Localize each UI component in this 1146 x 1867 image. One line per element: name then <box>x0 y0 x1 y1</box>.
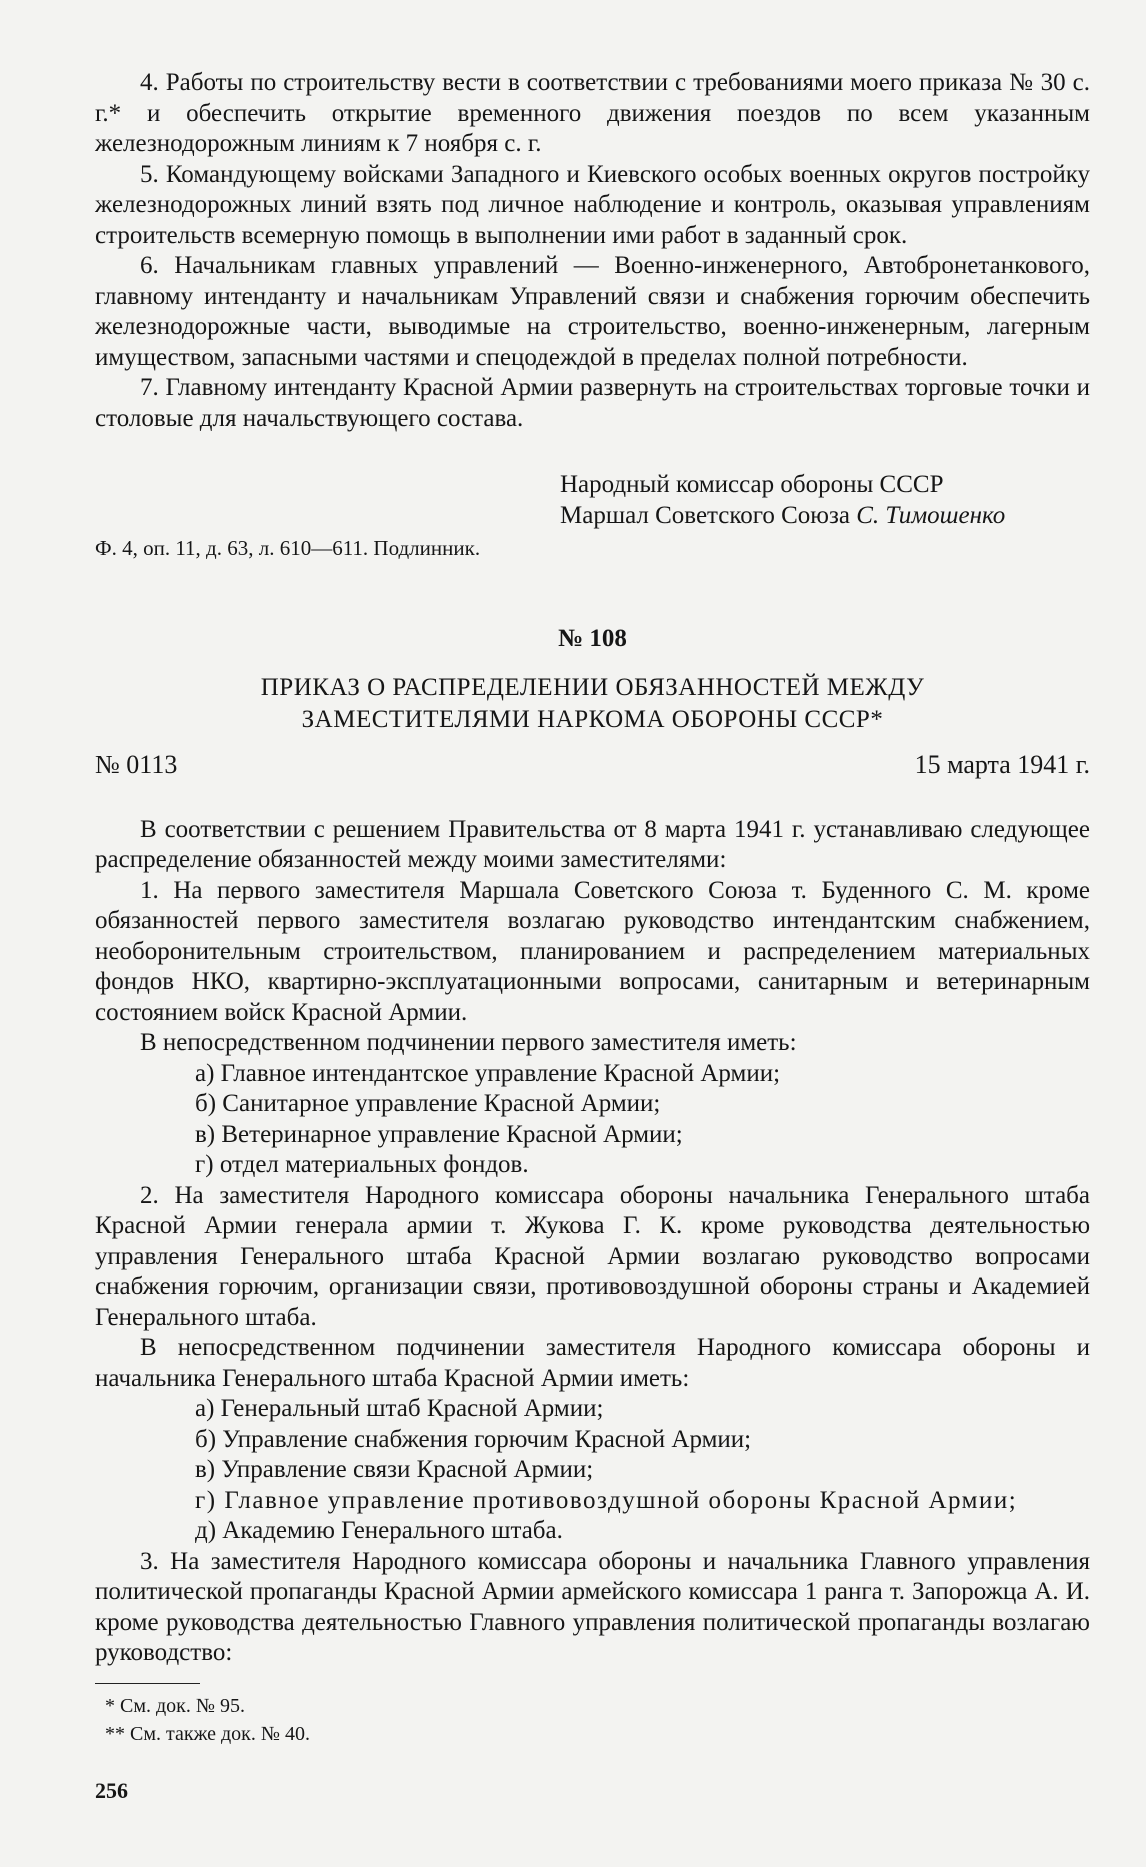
item-2-sub-a: а) Генеральный штаб Красной Армии; <box>195 1395 604 1422</box>
item-1-sub-intro: В непосредственном подчинении первого заместителя иметь: <box>140 1029 797 1056</box>
item-2-sub-d: г) Главное управление противовоздушной обороны Красной Армии; <box>195 1486 1018 1514</box>
item-2-sub-b: б) Управление снабжения горючим Красной Армии; <box>195 1425 752 1453</box>
paragraph-4: 4. Работы по строительству вести в соответствии с требованиями моего приказа № 30 с. г.* и обеспечить открытие временного движения поездов по всем указанным железнодорожным линиям к 7 ноября с. г. <box>95 69 1090 157</box>
signature-name: С. Тимошенко <box>856 501 1006 529</box>
paragraph-5: 5. Командующему войсками Западного и Киевского особых военных округов постройку железнодорожных линий взять под личное наблюдение и контроль, оказывая управлениям строительств всемерную помощь в выполнении ими работ в заданный срок. <box>95 160 1090 249</box>
signature-block <box>560 470 1090 531</box>
item-2: 2. На заместителя Народного комиссара обороны начальника Генерального штаба Красной Армии генерала армии т. Жукова Г. К. кроме руководства деятельностью управления Генерального штаба Красной Армии возлагаю руководство вопросами снабжения горючим, организации связи, противовоздушной обороны страны и Академией Генерального штаба. <box>95 1181 1090 1331</box>
item-1-sub-b: б) Санитарное управление Красной Армии; <box>195 1090 661 1117</box>
paragraph-7: 7. Главному интенданту Красной Армии развернуть на строительствах торговые точки и столовые для начальствующего состава. <box>95 374 1090 432</box>
footnote-2: ** См. также док. № 40. <box>105 1722 310 1745</box>
document-page <box>95 68 1090 1806</box>
document-title-line-1: ПРИКАЗ О РАСПРЕДЕЛЕНИИ ОБЯЗАННОСТЕЙ МЕЖДУ <box>260 674 925 701</box>
document-title-line-2: ЗАМЕСТИТЕЛЯМИ НАРКОМА ОБОРОНЫ СССР* <box>301 706 884 733</box>
signature-rank: Маршал Советского Союза <box>560 501 857 529</box>
item-3: 3. На заместителя Народного комиссара обороны и начальника Главного управления политической пропаганды Красной Армии армейского комиссара 1 ранга т. Запорожца А. И. кроме руководства деятельностью Главного управления политической пропаганды возлагаю руководство: <box>95 1547 1090 1666</box>
item-1-sub-d: г) отдел материальных фондов. <box>195 1151 529 1178</box>
order-number: № 0113 <box>95 750 178 779</box>
footnote-1: * См. док. № 95. <box>105 1694 245 1717</box>
intro-paragraph: В соответствии с решением Правительства от 8 марта 1941 г. устанавливаю следующее распределение обязанностей между моими заместителями: <box>95 815 1090 873</box>
archive-reference: Ф. 4, оп. 11, д. 63, л. 610—611. Подлинник. <box>95 536 481 560</box>
order-line <box>95 750 1090 781</box>
order-date: 15 марта 1941 г. <box>914 750 1090 779</box>
document-number: № 108 <box>558 624 627 652</box>
signature-rank-line <box>560 501 1090 532</box>
item-1-sub-a: а) Главное интендантское управление Красной Армии; <box>195 1059 781 1087</box>
item-2-sub-c: в) Управление связи Красной Армии; <box>195 1456 594 1483</box>
signature-title: Народный комиссар обороны СССР <box>560 471 944 498</box>
document-title <box>95 672 1090 736</box>
page-number: 256 <box>95 1777 128 1803</box>
item-2-sub-intro: В непосредственном подчинении заместителя Народного комиссара обороны и начальника Генерального штаба Красной Армии иметь: <box>95 1334 1090 1392</box>
item-1-sub-c: в) Ветеринарное управление Красной Армии; <box>195 1120 683 1148</box>
item-2-sub-e: д) Академию Генерального штаба. <box>195 1517 563 1544</box>
paragraph-6: 6. Начальникам главных управлений — Военно-инженерного, Автобронетанкового, главному интенданту и начальникам Управлений связи и снабжения горючим обеспечить железнодорожные части, выводимые на строительство, военно-инженерным, лагерным имуществом, запасными частями и спецодеждой в пределах полной потребности. <box>95 252 1090 371</box>
item-1: 1. На первого заместителя Маршала Советского Союза т. Буденного С. М. кроме обязанностей первого заместителя возлагаю руководство интендантским снабжением, необоронительным строительством, планированием и распределением материальных фондов НКО, квартирно-эксплуатационными вопросами, санитарным и ветеринарным состоянием войск Красной Армии. <box>95 876 1090 1026</box>
footnotes <box>95 1683 310 1748</box>
